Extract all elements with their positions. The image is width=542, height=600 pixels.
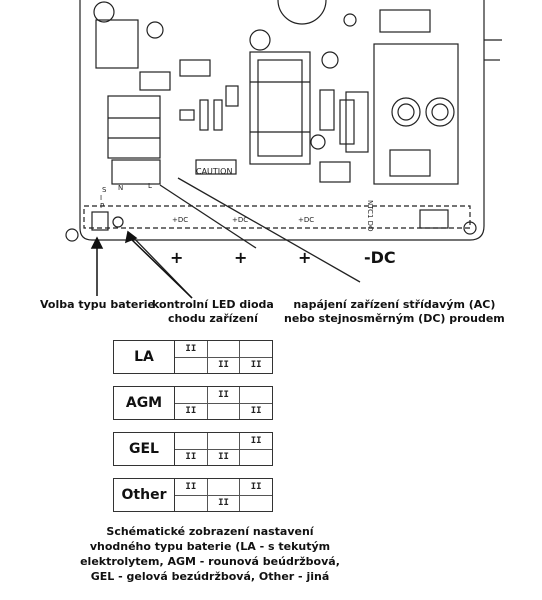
relay-block: [108, 96, 160, 158]
plus-sign: +: [298, 248, 312, 267]
svg-text:+DC: +DC: [232, 216, 249, 224]
switch-cell: [175, 433, 207, 449]
svg-text:+DC: +DC: [172, 216, 189, 224]
label-battery-select: Volba typu baterie: [40, 298, 156, 311]
switch-cell: II: [207, 387, 240, 403]
switch-cell: II: [239, 433, 272, 449]
large-capacitor: [278, 0, 326, 24]
switch-cell: [175, 358, 207, 374]
switch-cell: II: [207, 496, 240, 512]
label-led: [152, 298, 274, 326]
label-power-line1: napájení zařízení střídavým (AC): [293, 298, 496, 311]
switch-cell: [175, 387, 207, 403]
switch-row-la: [113, 340, 273, 374]
row-name: GEL: [114, 433, 175, 465]
label-led-line1: kontrolní LED dioda: [152, 298, 274, 311]
switch-cell: [207, 404, 240, 420]
capacitor: [147, 22, 163, 38]
switch-cell: [239, 387, 272, 403]
switch-cell: [175, 496, 207, 512]
svg-text:N: N: [118, 184, 124, 192]
switch-cell: II: [185, 452, 197, 463]
row-name: AGM: [114, 387, 175, 419]
switch-row-gel: [113, 432, 273, 466]
switch-cell: II: [239, 404, 272, 420]
switch-cells: [175, 433, 272, 465]
switch-cell: [239, 450, 272, 466]
plus-sign: +: [170, 248, 184, 267]
caption-line: vhodného typu baterie (LA - s tekutým: [89, 540, 331, 553]
transformer: [250, 52, 310, 164]
svg-text:S: S: [102, 186, 107, 194]
switch-cell: [239, 496, 272, 512]
capacitor: [392, 98, 420, 126]
label-power-line2: nebo stejnosměrným (DC) proudem: [284, 312, 505, 325]
switch-row-other: [113, 478, 273, 512]
row-name: LA: [114, 341, 175, 373]
switch-cell: II: [239, 358, 272, 374]
caption-line: elektrolytem, AGM - rounová beúdržbová,: [80, 555, 340, 568]
svg-text:L: L: [148, 182, 152, 190]
row-name: Other: [114, 479, 175, 511]
plus-sign: +: [234, 248, 248, 267]
svg-text:+DC: +DC: [298, 216, 315, 224]
capacitor: [94, 2, 114, 22]
minus-dc-sign: -DC: [364, 248, 396, 267]
switch-cell: II: [239, 479, 272, 495]
filter-block: [374, 44, 458, 184]
switch-cell: II: [207, 450, 240, 466]
svg-text:P: P: [100, 202, 105, 210]
dashed-frame: [84, 206, 470, 228]
board-outline: [80, 0, 484, 240]
switch-cells: [175, 387, 272, 419]
component: [140, 72, 170, 90]
switch-cell: [239, 341, 272, 357]
switch-cell: II: [185, 406, 197, 417]
svg-text:NTC1 DO: NTC1 DO: [366, 200, 374, 232]
caption-line: GEL - gelová bezúdržbová, Other - jiná: [90, 570, 330, 583]
switch-row-agm: [113, 386, 273, 420]
caution-text: CAUTION: [196, 167, 233, 176]
switch-cell: [207, 479, 240, 495]
switch-cell: II: [185, 343, 197, 354]
switch-cells: [175, 341, 272, 373]
component: [112, 160, 160, 184]
switch-cell: [207, 341, 240, 357]
switch-cell: II: [185, 481, 197, 492]
figure-caption: [60, 524, 360, 584]
caption-line: Schématické zobrazení nastavení: [106, 525, 314, 538]
mounting-hole: [66, 229, 78, 241]
capacitor: [426, 98, 454, 126]
status-led: [113, 217, 123, 227]
component: [96, 20, 138, 68]
switch-cells: [175, 479, 272, 511]
svg-text:I: I: [100, 194, 103, 202]
switch-cell: II: [207, 358, 240, 374]
arrow-led: [130, 238, 192, 298]
label-power: [284, 298, 505, 326]
label-led-line2: chodu zařízení: [167, 312, 258, 325]
dip-switch: [92, 212, 108, 230]
switch-cell: [207, 433, 240, 449]
